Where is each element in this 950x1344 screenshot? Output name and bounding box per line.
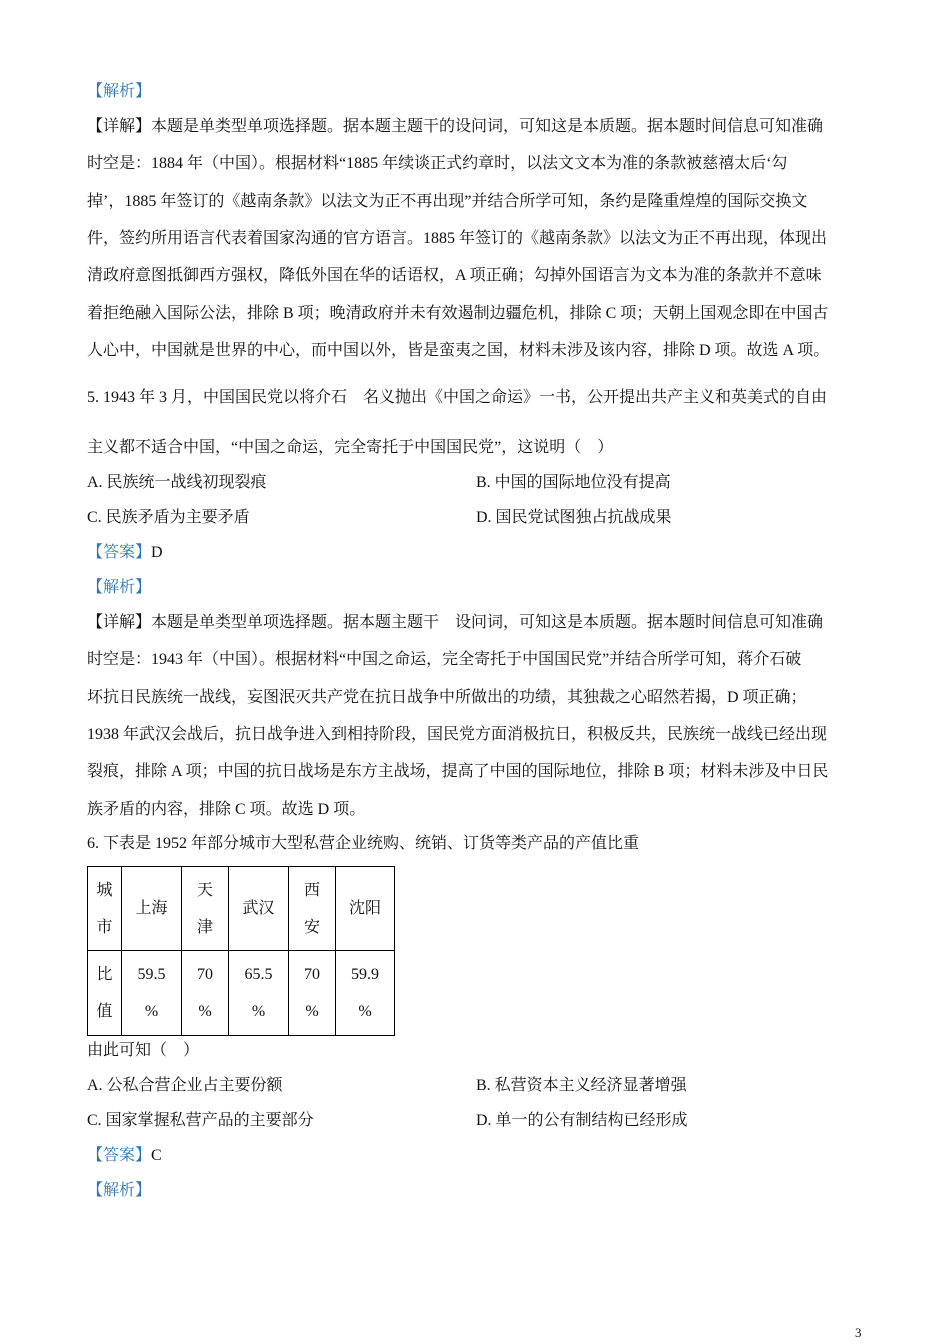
detail-line: 1938 年武汉会战后，抗日战争进入到相持阶段，国民党方面消极抗日，积极反共，民族统一战线已经出现 — [87, 725, 828, 743]
q6-stem: 6. 下表是 1952 年部分城市大型私营企业统购、统销、订货等类产品的产值比重 — [87, 835, 640, 852]
detail-line: 着拒绝融入国际公法，排除 B 项；晚清政府并未有效遏制边疆危机，排除 C 项；天朝上国观念即在中国古 — [87, 304, 829, 322]
table-cell: 65.5 % — [229, 951, 289, 1036]
table-cell: 沈阳 — [336, 867, 395, 951]
detail-line: 件，签约所用语言代表着国家沟通的官方语言。1885 年签订的《越南条款》以法文为正不再出现，体现出 — [87, 229, 828, 247]
detail-line: 族矛盾的内容，排除 C 项。故选 D 项。 — [87, 800, 366, 818]
detail-line: 【详解】本题是单类型单项选择题。据本题主题干的设问词，可知这是本质题。据本题时间信息可知准确 — [87, 118, 824, 135]
page-number: 3 — [855, 1325, 862, 1340]
table-row — [88, 951, 395, 1036]
q6-option-c: C. 国家掌握私营产品的主要部分 — [87, 1112, 314, 1129]
detail-line: 清政府意图抵御西方强权，降低外国在华的话语权，A 项正确；勾掉外国语言为文本为准的条款并不意味 — [87, 267, 822, 285]
table-cell: 70 % — [289, 951, 336, 1036]
table-cell: 59.9 % — [336, 951, 395, 1036]
table-cell: 天 津 — [182, 867, 229, 951]
table-cell: 城 市 — [88, 867, 122, 951]
q6-option-a: A. 公私合营企业占主要份额 — [87, 1077, 283, 1094]
table-cell: 59.5 % — [122, 951, 182, 1036]
q6-question: 由此可知（ ） — [87, 1042, 200, 1059]
analysis-tag: 【解析】 — [87, 83, 152, 100]
q5-stem-line: 主义都不适合中国，“中国之命运，完全寄托于中国国民党”，这说明（ ） — [87, 439, 614, 456]
q5-option-a: A. 民族统一战线初现裂痕 — [87, 474, 267, 491]
q5-option-d: D. 国民党试图独占抗战成果 — [476, 509, 672, 526]
analysis-tag: 【解析】 — [87, 579, 152, 596]
answer-tag: 【答案】 — [87, 1147, 152, 1164]
detail-line: 掉’，1885 年签订的《越南条款》以法文为正不再出现”并结合所学可知，条约是隆重煌煌的国际交换文 — [87, 192, 808, 210]
q5-answer — [87, 543, 163, 563]
table-cell: 比 值 — [88, 951, 122, 1036]
q6-option-d: D. 单一的公有制结构已经形成 — [476, 1112, 688, 1129]
table-row — [88, 867, 395, 951]
detail-line: 人心中，中国就是世界的中心，而中国以外，皆是蛮夷之国，材料未涉及该内容，排除 D 项。故选 A 项。 — [87, 341, 830, 359]
detail-line: 【详解】本题是单类型单项选择题。据本题主题干 设问词，可知这是本质题。据本题时间信息可知准确 — [87, 614, 824, 631]
q5-option-c: C. 民族矛盾为主要矛盾 — [87, 509, 250, 526]
detail-line: 时空是：1943 年（中国）。根据材料“中国之命运，完全寄托于中国国民党”并结合所学可知，蒋介石破 — [87, 651, 802, 669]
answer-value: C — [151, 1147, 162, 1164]
q6-data-table — [87, 866, 395, 1036]
q6-option-b: B. 私营资本主义经济显著增强 — [476, 1077, 687, 1094]
q6-answer — [87, 1146, 162, 1166]
q5-stem-line: 5. 1943 年 3 月，中国国民党以将介石 名义抛出《中国之命运》一书，公开提出共产主义和英美式的自由 — [87, 389, 828, 406]
table-cell: 上海 — [122, 867, 182, 951]
answer-value: D — [151, 544, 163, 561]
table-cell: 武汉 — [229, 867, 289, 951]
table-cell: 70 % — [182, 951, 229, 1036]
analysis-tag: 【解析】 — [87, 1182, 152, 1199]
answer-tag: 【答案】 — [87, 544, 152, 561]
table-cell: 西 安 — [289, 867, 336, 951]
q5-option-b: B. 中国的国际地位没有提高 — [476, 474, 671, 491]
detail-line: 时空是：1884 年（中国）。根据材料“1885 年续谈正式约章时，以法文文本为准的条款被慈禧太后‘勾 — [87, 155, 788, 173]
detail-line: 裂痕，排除 A 项；中国的抗日战场是东方主战场，提高了中国的国际地位，排除 B 项；材料未涉及中日民 — [87, 763, 829, 781]
detail-line: 坏抗日民族统一战线，妄图泯灭共产党在抗日战争中所做出的功绩，其独裁之心昭然若揭，D 项正确； — [87, 688, 807, 706]
